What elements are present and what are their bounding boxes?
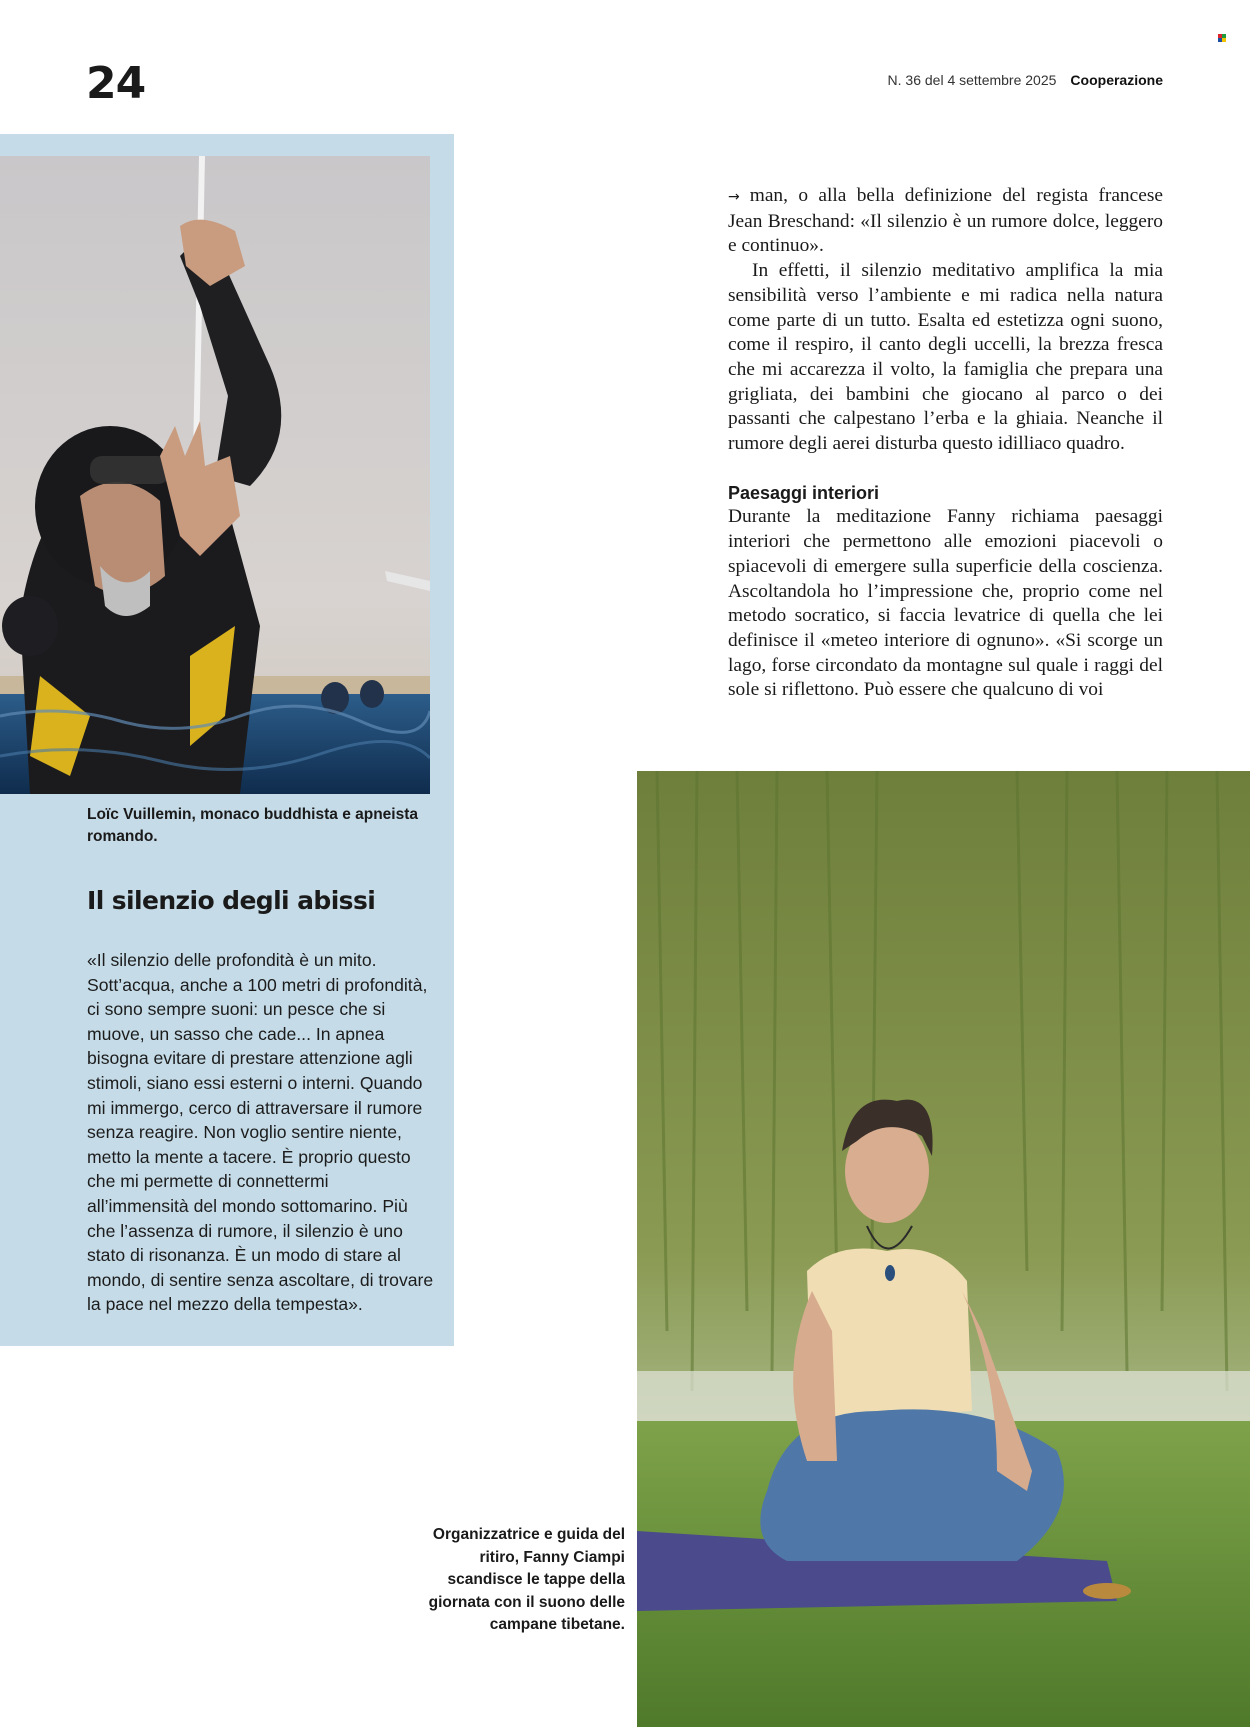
corner-registration-mark: [1218, 34, 1226, 42]
meditation-photo-caption: Organizzatrice e guida del ritiro, Fanny Ciampi scandisce le tappe della giornata con il suono delle campane tibetane.: [428, 1526, 625, 1633]
article-paragraph-1: [728, 184, 1163, 259]
article-subheading: Paesaggi interiori: [728, 482, 880, 503]
page-number: 24: [86, 58, 146, 109]
issue-info: [888, 72, 1163, 88]
article-paragraph-3: Durante la meditazione Fanny richiama paesaggi interiori che permettono alle emozioni piacevoli o spiacevoli di emergere sulla superficie della coscienza. Ascoltandola ho l’impressione che, proprio come nel metodo socratico, si faccia levatrice di quella che lei definisce il «meteo interiore di ognuno». «Si scorge un lago, forse circondato da montagne sul quale i raggi del sole si riflettono. Può essere che qualcuno di voi: [728, 506, 1163, 701]
continuation-arrow-icon: →: [728, 189, 740, 205]
article-paragraph-2: In effetti, il silenzio meditativo amplifica la mia sensibilità verso l’ambiente e mi radica nella natura come parte di un tutto. Esalta ed estetizza ogni suono, come il respiro, il canto degli uccelli, la brezza fresca che mi accarezza il volto, la famiglia che prepara una grigliata, dei bambini che giocano al parco o dei passanti che calpestano l’erba e la ghiaia. Neanche il rumore degli aerei disturba questo idilliaco quadro.: [728, 260, 1163, 455]
diver-photo-caption: Loïc Vuillemin, monaco buddhista e apneista romando.: [87, 806, 419, 845]
issue-date: N. 36 del 4 settembre 2025: [887, 72, 1057, 88]
meditation-photo-illustration: [637, 771, 1250, 1727]
diver-photo: [0, 156, 430, 794]
sidebar-title: Il silenzio degli abissi: [87, 886, 376, 915]
sidebar-body-text: «Il silenzio delle profondità è un mito. Sott’acqua, anche a 100 metri di profondità, ci sono sempre suoni: un pesce che si muove, un sasso che cade... In apnea bisogna evitare di prestare attenzione agli stimoli, siano essi esterni o interni. Quando mi immergo, cerco di attraversare il rumore senza reagire. Non voglio sentire niente, metto la mente a tacere. È proprio questo che mi permette di connettermi all’immensità del mondo sottomarino. Più che l’assenza di rumore, il silenzio è uno stato di risonanza. È un modo di stare al mondo, di sentire senza ascoltare, di trovare la pace nel mezzo della tempesta».: [87, 950, 434, 1315]
meditation-photo: [637, 771, 1250, 1727]
article-text-column: [728, 184, 1163, 703]
article-paragraph-1-text: man, o alla bella definizione del regista francese Jean Breschand: «Il silenzio è un rumore dolce, leggero e continuo».: [728, 185, 1163, 257]
diver-photo-illustration: [0, 156, 430, 794]
publication-name: Cooperazione: [1070, 72, 1163, 88]
